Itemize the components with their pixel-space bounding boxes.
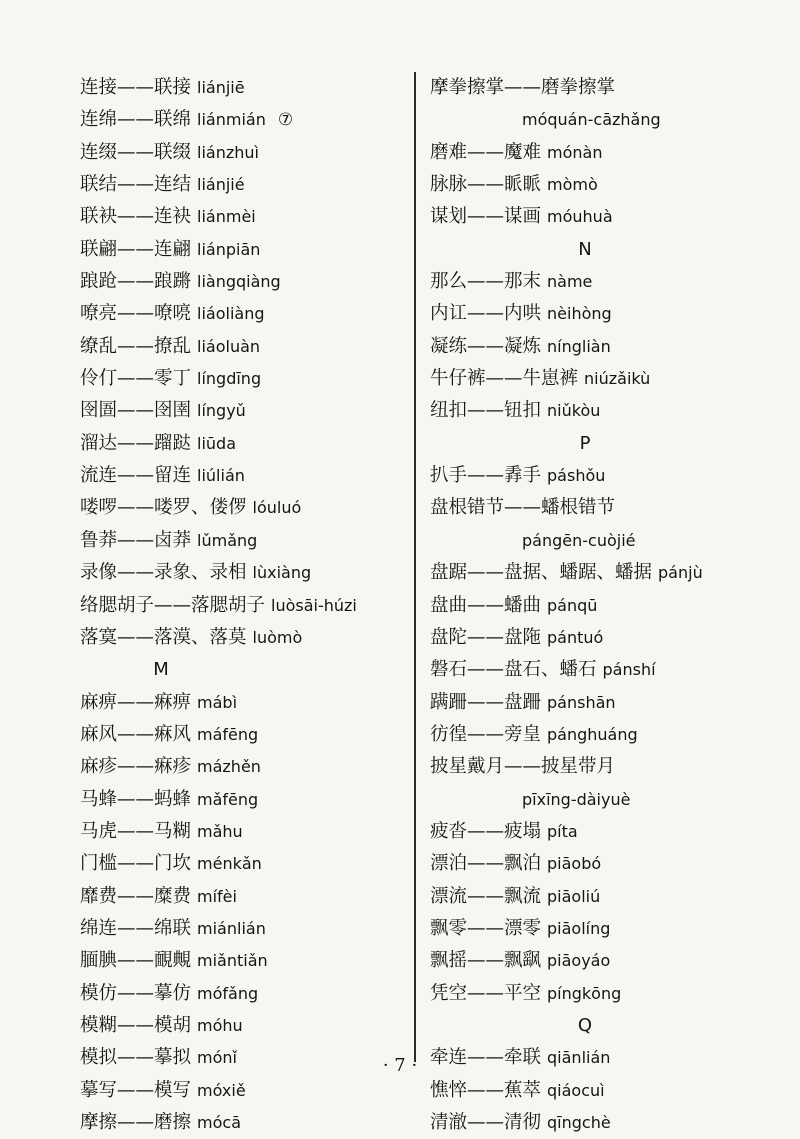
entry-pinyin: pánqū bbox=[547, 595, 598, 615]
dictionary-entry bbox=[80, 492, 410, 524]
entry-pinyin: qīngchè bbox=[547, 1113, 611, 1132]
entry-characters: 飘摇——飘飖 bbox=[430, 950, 542, 972]
dictionary-entry bbox=[80, 945, 410, 977]
entry-pinyin: mófǎng bbox=[197, 983, 259, 1003]
dictionary-entry bbox=[80, 687, 410, 719]
section-letter-heading: P bbox=[579, 432, 591, 454]
entry-pinyin: mónàn bbox=[547, 142, 603, 162]
entry-characters: 麻疹——痳疹 bbox=[80, 756, 192, 778]
entry-characters: 憔悴——蕉萃 bbox=[430, 1079, 542, 1101]
dictionary-entry bbox=[430, 331, 750, 363]
dictionary-entry bbox=[80, 848, 410, 880]
entry-pinyin: liàngqiàng bbox=[197, 272, 281, 292]
entry-pinyin: ménkǎn bbox=[197, 854, 262, 874]
dictionary-entry bbox=[80, 298, 410, 330]
entry-characters: 纽扣——钮扣 bbox=[430, 400, 542, 422]
entry-pinyin: liáoliàng bbox=[197, 304, 265, 324]
entry-characters: 牵连——牵联 bbox=[430, 1047, 542, 1069]
dictionary-entry bbox=[430, 137, 750, 169]
entry-characters: 麻风——痳风 bbox=[80, 723, 192, 745]
entry-characters: 联袂——连袂 bbox=[80, 206, 192, 228]
dictionary-entry bbox=[430, 978, 750, 1010]
dictionary-entry bbox=[430, 266, 750, 298]
dictionary-entry bbox=[80, 266, 410, 298]
entry-characters: 清澈——清彻 bbox=[430, 1112, 542, 1133]
entry-characters: 模仿——摹仿 bbox=[80, 982, 192, 1004]
entry-characters: 腼腆——靦覥 bbox=[80, 950, 192, 972]
dictionary-entry bbox=[80, 784, 410, 816]
entry-pinyin: liáoluàn bbox=[197, 336, 261, 356]
entry-characters: 录像——录象、录相 bbox=[80, 562, 247, 584]
entry-characters: 联翩——连翩 bbox=[80, 238, 192, 260]
entry-characters: 盘根错节——蟠根错节 bbox=[430, 497, 616, 519]
dictionary-entry bbox=[430, 395, 750, 427]
entry-characters: 喽啰——喽罗、偻㑩 bbox=[80, 497, 247, 519]
entry-pinyin: móquán-cāzhǎng bbox=[522, 110, 661, 130]
dictionary-entry bbox=[430, 945, 750, 977]
entry-pinyin: piāobó bbox=[547, 854, 602, 874]
dictionary-entry bbox=[430, 1107, 750, 1139]
entry-characters: 摩擦——磨擦 bbox=[80, 1112, 192, 1133]
entry-pinyin-continuation bbox=[430, 784, 750, 816]
dictionary-entry bbox=[80, 525, 410, 557]
entry-characters: 扒手——掱手 bbox=[430, 465, 542, 487]
entry-characters: 那么——那末 bbox=[430, 271, 542, 293]
entry-pinyin: mǎhu bbox=[197, 821, 243, 841]
entry-pinyin: lóuluó bbox=[252, 498, 302, 518]
entry-pinyin: mónǐ bbox=[197, 1048, 237, 1068]
page-number: · 7 · bbox=[382, 1055, 418, 1076]
entry-characters: 马虎——马糊 bbox=[80, 820, 192, 842]
dictionary-entry bbox=[430, 363, 750, 395]
entry-pinyin: nèihòng bbox=[547, 304, 612, 324]
entry-characters: 凝练——凝炼 bbox=[430, 335, 542, 357]
entry-characters: 伶仃——零丁 bbox=[80, 368, 192, 390]
entry-characters: 磨难——魔难 bbox=[430, 141, 542, 163]
entry-characters: 内讧——内哄 bbox=[430, 303, 542, 325]
entry-characters: 囹圄——囹圉 bbox=[80, 400, 192, 422]
right-column bbox=[430, 72, 750, 1139]
dictionary-entry bbox=[430, 622, 750, 654]
entry-pinyin: nàme bbox=[547, 272, 593, 292]
circled-number-mark: ⑦ bbox=[277, 110, 294, 131]
entry-characters: 摹写——模写 bbox=[80, 1079, 192, 1101]
entry-pinyin-continuation bbox=[430, 104, 750, 136]
dictionary-entry bbox=[80, 590, 410, 622]
section-letter-heading: N bbox=[578, 238, 592, 260]
dictionary-entry bbox=[80, 719, 410, 751]
entry-characters: 踉跄——踉蹡 bbox=[80, 271, 192, 293]
dictionary-entry bbox=[430, 751, 750, 783]
entry-pinyin: liánjié bbox=[197, 175, 245, 195]
dictionary-entry bbox=[430, 298, 750, 330]
entry-pinyin: piāoliú bbox=[547, 886, 601, 906]
entry-characters: 模糊——模胡 bbox=[80, 1014, 192, 1036]
dictionary-entry bbox=[80, 104, 410, 136]
entry-characters: 缭乱——撩乱 bbox=[80, 335, 192, 357]
entry-pinyin: niúzǎikù bbox=[584, 369, 651, 389]
entry-pinyin: liánmèi bbox=[197, 207, 256, 227]
dictionary-entry bbox=[80, 622, 410, 654]
entry-characters: 磐石——盘石、蟠石 bbox=[430, 659, 597, 681]
entry-characters: 络腮胡子——落腮胡子 bbox=[80, 594, 266, 616]
entry-pinyin: mázhěn bbox=[197, 757, 261, 777]
section-letter-heading: Q bbox=[577, 1014, 593, 1036]
entry-characters: 联结——连结 bbox=[80, 174, 192, 196]
dictionary-entry bbox=[80, 428, 410, 460]
dictionary-entry bbox=[430, 848, 750, 880]
dictionary-entry bbox=[80, 201, 410, 233]
entry-pinyin: lùxiàng bbox=[252, 563, 312, 583]
entry-characters: 马蜂——蚂蜂 bbox=[80, 788, 192, 810]
dictionary-entry bbox=[430, 881, 750, 913]
entry-characters: 鲁莽——卤莽 bbox=[80, 529, 192, 551]
section-letter-heading: M bbox=[153, 659, 169, 681]
dictionary-entry bbox=[80, 978, 410, 1010]
entry-pinyin: níngliàn bbox=[547, 336, 611, 356]
entry-pinyin: móhu bbox=[197, 1015, 243, 1035]
dictionary-entry bbox=[430, 1075, 750, 1107]
entry-pinyin: liánmián bbox=[197, 110, 266, 130]
dictionary-entry bbox=[80, 816, 410, 848]
entry-pinyin: piāoyáo bbox=[547, 951, 611, 971]
dictionary-entry bbox=[430, 913, 750, 945]
entry-characters: 盘踞——盘据、蟠踞、蟠据 bbox=[430, 562, 653, 584]
entry-pinyin: liánjiē bbox=[197, 78, 245, 97]
entry-characters: 连缀——联缀 bbox=[80, 141, 192, 163]
entry-pinyin: língyǔ bbox=[197, 401, 246, 421]
entry-pinyin: qiānlián bbox=[547, 1048, 611, 1068]
entry-pinyin: miánlián bbox=[197, 918, 266, 938]
entry-characters: 盘陀——盘陁 bbox=[430, 626, 542, 648]
entry-pinyin: pīxīng-dàiyuè bbox=[522, 789, 631, 809]
dictionary-entry bbox=[80, 751, 410, 783]
dictionary-entry bbox=[430, 590, 750, 622]
entry-characters: 凭空——平空 bbox=[430, 982, 542, 1004]
entry-characters: 彷徨——旁皇 bbox=[430, 723, 542, 745]
entry-pinyin: mǎfēng bbox=[197, 789, 259, 809]
entry-pinyin: móxiě bbox=[197, 1080, 246, 1100]
dictionary-entry bbox=[80, 363, 410, 395]
dictionary-entry bbox=[80, 331, 410, 363]
entry-characters: 疲沓——疲塌 bbox=[430, 820, 542, 842]
entry-pinyin: pánjù bbox=[658, 563, 703, 583]
dictionary-entry bbox=[80, 137, 410, 169]
entry-characters: 嘹亮——嘹喨 bbox=[80, 303, 192, 325]
column-divider bbox=[414, 72, 416, 1062]
entry-characters: 落寞——落漠、落莫 bbox=[80, 626, 247, 648]
entry-characters: 盘曲——蟠曲 bbox=[430, 594, 542, 616]
dictionary-entry bbox=[430, 719, 750, 751]
entry-pinyin: mócā bbox=[197, 1113, 241, 1132]
entry-characters: 牛仔裤——牛崽裤 bbox=[430, 368, 579, 390]
entry-pinyin: liúlián bbox=[197, 466, 245, 486]
entry-pinyin: píngkōng bbox=[547, 983, 622, 1003]
dictionary-entry bbox=[80, 1107, 410, 1139]
entry-characters: 靡费——糜费 bbox=[80, 885, 192, 907]
entry-pinyin: pánshí bbox=[602, 660, 656, 680]
entry-characters: 脉脉——眽眽 bbox=[430, 174, 542, 196]
dictionary-entry bbox=[430, 460, 750, 492]
dictionary-entry bbox=[430, 557, 750, 589]
entry-characters: 麻痹——痳痹 bbox=[80, 691, 192, 713]
entry-pinyin: móuhuà bbox=[547, 207, 613, 227]
entry-pinyin: pántuó bbox=[547, 627, 604, 647]
dictionary-entry bbox=[430, 816, 750, 848]
dictionary-entry bbox=[430, 72, 750, 104]
entry-pinyin: pángēn-cuòjié bbox=[522, 530, 636, 550]
entry-characters: 飘零——漂零 bbox=[430, 917, 542, 939]
entry-pinyin: luòmò bbox=[252, 627, 303, 647]
entry-characters: 摩拳擦掌——磨拳擦掌 bbox=[430, 77, 616, 98]
entry-pinyin: liánzhuì bbox=[197, 142, 259, 162]
entry-pinyin: pánshān bbox=[547, 692, 616, 712]
entry-characters: 连绵——联绵 bbox=[80, 109, 192, 131]
dictionary-entry bbox=[80, 1010, 410, 1042]
dictionary-entry bbox=[80, 234, 410, 266]
dictionary-entry bbox=[80, 72, 410, 104]
dictionary-entry bbox=[430, 492, 750, 524]
entry-characters: 绵连——绵联 bbox=[80, 917, 192, 939]
dictionary-entry bbox=[80, 881, 410, 913]
entry-characters: 溜达——蹓跶 bbox=[80, 432, 192, 454]
entry-pinyin: miǎntiǎn bbox=[197, 951, 268, 971]
dictionary-entry bbox=[430, 201, 750, 233]
entry-pinyin-continuation bbox=[430, 525, 750, 557]
entry-characters: 流连——留连 bbox=[80, 465, 192, 487]
dictionary-entry bbox=[80, 913, 410, 945]
dictionary-entry bbox=[80, 460, 410, 492]
dictionary-entry bbox=[80, 169, 410, 201]
dictionary-entry bbox=[430, 687, 750, 719]
dictionary-entry bbox=[80, 1075, 410, 1107]
entry-pinyin: mífèi bbox=[197, 886, 237, 906]
entry-characters: 漂泊——飘泊 bbox=[430, 853, 542, 875]
entry-pinyin: lǔmǎng bbox=[197, 530, 258, 550]
entry-pinyin: luòsāi-húzi bbox=[271, 595, 357, 615]
entry-pinyin: liūda bbox=[197, 433, 237, 453]
entry-pinyin: qiáocuì bbox=[547, 1080, 605, 1100]
entry-characters: 漂流——飘流 bbox=[430, 885, 542, 907]
entry-characters: 门槛——门坎 bbox=[80, 853, 192, 875]
entry-pinyin: pánghuáng bbox=[547, 724, 638, 744]
entry-characters: 蹒跚——盘跚 bbox=[430, 691, 542, 713]
entry-pinyin: máfēng bbox=[197, 724, 259, 744]
entry-characters: 连接——联接 bbox=[80, 77, 192, 98]
dictionary-entry bbox=[80, 557, 410, 589]
entry-pinyin: píta bbox=[547, 821, 578, 841]
dictionary-entry bbox=[80, 395, 410, 427]
entry-pinyin: mòmò bbox=[547, 175, 598, 195]
left-column bbox=[80, 72, 410, 1139]
entry-characters: 披星戴月——披星带月 bbox=[430, 756, 616, 778]
entry-characters: 模拟——摹拟 bbox=[80, 1047, 192, 1069]
entry-pinyin: língdīng bbox=[197, 369, 262, 389]
dictionary-entry bbox=[430, 654, 750, 686]
entry-pinyin: mábì bbox=[197, 692, 238, 712]
entry-pinyin: niǔkòu bbox=[547, 401, 601, 421]
entry-pinyin: piāolíng bbox=[547, 918, 611, 938]
entry-pinyin: páshǒu bbox=[547, 466, 606, 486]
dictionary-entry bbox=[430, 169, 750, 201]
entry-pinyin: liánpiān bbox=[197, 239, 261, 259]
entry-characters: 谋划——谋画 bbox=[430, 206, 542, 228]
